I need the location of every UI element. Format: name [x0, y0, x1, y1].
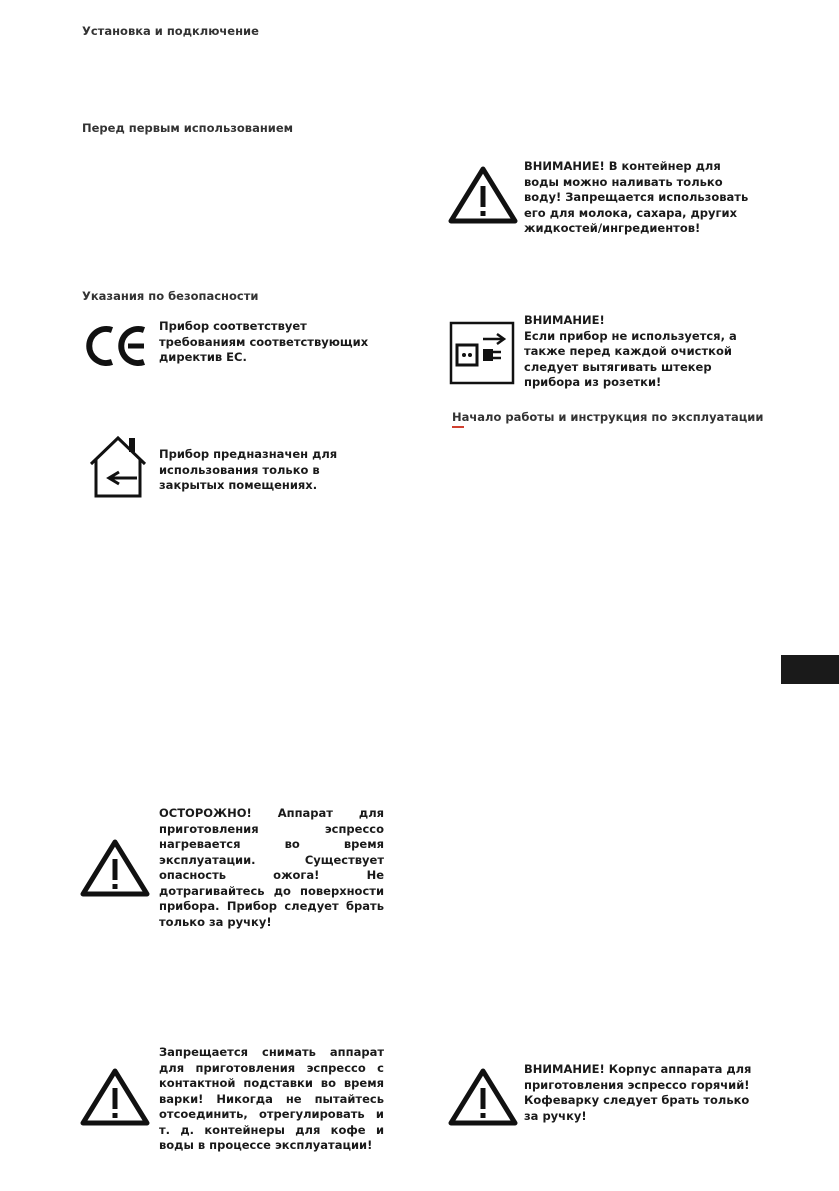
ce-mark-icon: [84, 322, 148, 370]
heading-before-first-use: Перед первым использованием: [82, 121, 294, 135]
unplug-icon: [449, 321, 515, 385]
warning-triangle-icon: [79, 838, 151, 898]
water-lead: ВНИМАНИЕ!: [524, 159, 605, 173]
warning-triangle-icon: [447, 1067, 519, 1127]
indoor-text: Прибор предназначен для использования только в закрытых помещениях.: [159, 447, 338, 492]
caution-body: Аппарат для приготовления эспрессо нагревается во время эксплуатации. Существует опасность ожога! Не дотрагивайтесь до поверхности прибора. Прибор следует брать только за ручку!: [159, 806, 384, 929]
water-body: В контейнер для воды можно наливать только воду! Запрещается использовать его для молока, сахара, других жидкостей/ингредиентов!: [524, 159, 749, 235]
no-remove-text: Запрещается снимать аппарат для приготовления эспрессо с контактной подставки во время варки! Никогда не пытайтесь отсоединить, отрегулировать и т. д. контейнеры для кофе и воды в процессе эксплуатации!: [159, 1045, 384, 1152]
water-warning-text: [524, 159, 756, 237]
warning-triangle-icon: [79, 1067, 151, 1127]
hot-warning-text: [524, 1062, 756, 1124]
indoor-use-icon: [87, 434, 149, 500]
plug-warning-text: [524, 313, 756, 391]
plug-body: Если прибор не используется, а также перед каждой очисткой следует вытягивать штекер прибора из розетки!: [524, 328, 737, 389]
plug-lead: ВНИМАНИЕ!: [524, 313, 605, 327]
heading-install: Установка и подключение: [82, 24, 259, 38]
heading-safety: Указания по безопасности: [82, 289, 259, 303]
caution-lead: ОСТОРОЖНО!: [159, 806, 252, 820]
hot-body: Корпус аппарата для приготовления эспрессо горячий! Кофеварку следует брать только за ручку!: [524, 1062, 752, 1123]
hot-lead: ВНИМАНИЕ!: [524, 1062, 605, 1076]
heading-accent-mark: [452, 426, 464, 428]
caution-text: [159, 806, 384, 930]
section-edge-tab: [781, 655, 839, 684]
heading-start-operation: Начало работы и инструкция по эксплуатации: [452, 410, 764, 424]
warning-triangle-icon: [447, 165, 519, 225]
ce-text: Прибор соответствует требованиям соответствующих директив ЕС.: [159, 319, 369, 364]
